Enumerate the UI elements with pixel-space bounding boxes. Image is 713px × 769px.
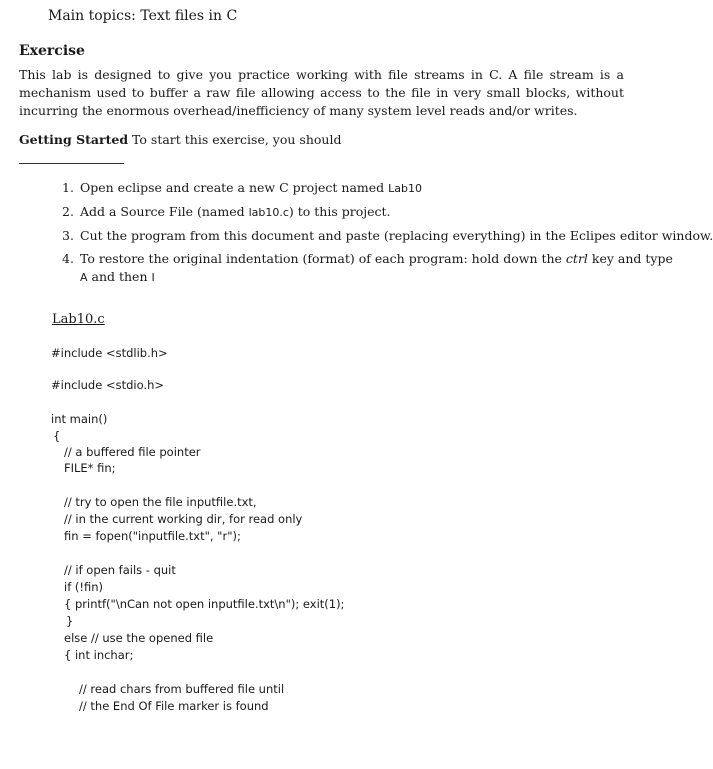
code-line: FILE* fin; bbox=[64, 461, 116, 475]
step-code: Lab10 bbox=[388, 182, 422, 195]
step-number: 3. bbox=[62, 228, 74, 243]
getting-started-line bbox=[19, 132, 341, 147]
step-code-2: I bbox=[151, 271, 155, 284]
step-item bbox=[62, 227, 713, 245]
step-number: 1. bbox=[62, 180, 74, 195]
main-topics: Main topics: Text files in C bbox=[48, 8, 238, 24]
code-comment: // if open fails - quit bbox=[64, 563, 176, 577]
step-code: A bbox=[80, 271, 88, 284]
getting-started-text: To start this exercise, you should bbox=[128, 132, 342, 147]
exercise-intro: This lab is designed to give you practice working with file streams in C. A file stream is a mechanism used to buffer a raw file allowing access to the file in very small blocks, without incurring the enormous overhead/inefficiency of many system level reads and/or writes. bbox=[19, 67, 624, 118]
step-item bbox=[62, 203, 624, 222]
step-text: Open eclipse and create a new C project named bbox=[80, 180, 389, 195]
code-line: fin = fopen("inputfile.txt", "r"); bbox=[64, 529, 241, 543]
code-line: int main() bbox=[51, 412, 108, 426]
step-text-mid2: and then bbox=[87, 269, 152, 284]
code-line: } bbox=[66, 614, 74, 628]
code-comment: // a buffered file pointer bbox=[64, 445, 201, 459]
step-italic: ctrl bbox=[565, 251, 588, 266]
code-comment: // in the current working dir, for read only bbox=[64, 512, 303, 526]
step-code: lab10.c bbox=[248, 206, 289, 219]
code-line: if (!fin) bbox=[64, 580, 104, 594]
step-number: 2. bbox=[62, 204, 74, 219]
step-item bbox=[62, 250, 673, 287]
steps-list bbox=[62, 179, 713, 292]
code-line: { printf("\nCan not open inputfile.txt\n"); exit(1); bbox=[64, 597, 345, 611]
code-comment: // read chars from buffered file until bbox=[79, 682, 285, 696]
getting-started-label: Getting Started bbox=[19, 132, 129, 147]
step-number: 4. bbox=[62, 251, 74, 266]
code-line: { int inchar; bbox=[64, 648, 134, 662]
exercise-heading: Exercise bbox=[19, 43, 85, 59]
divider bbox=[19, 163, 124, 164]
code-filename: Lab10.c bbox=[52, 312, 105, 327]
code-line: #include <stdlib.h> bbox=[51, 346, 168, 360]
step-text: Cut the program from this document and paste (replacing everything) in the Eclipes editor window. bbox=[80, 228, 713, 243]
code-comment: // try to open the file inputfile.txt, bbox=[64, 495, 257, 509]
code-line: else // use the opened file bbox=[64, 631, 214, 645]
step-item bbox=[62, 179, 624, 198]
step-text-post: ) to this project. bbox=[288, 204, 391, 219]
step-text: To restore the original indentation (format) of each program: hold down the bbox=[80, 251, 566, 266]
code-line: { bbox=[53, 429, 61, 443]
step-text: Add a Source File (named bbox=[80, 204, 249, 219]
step-text-mid: key and type bbox=[587, 251, 673, 266]
code-line: #include <stdio.h> bbox=[51, 378, 165, 392]
code-comment: // the End Of File marker is found bbox=[79, 699, 269, 713]
